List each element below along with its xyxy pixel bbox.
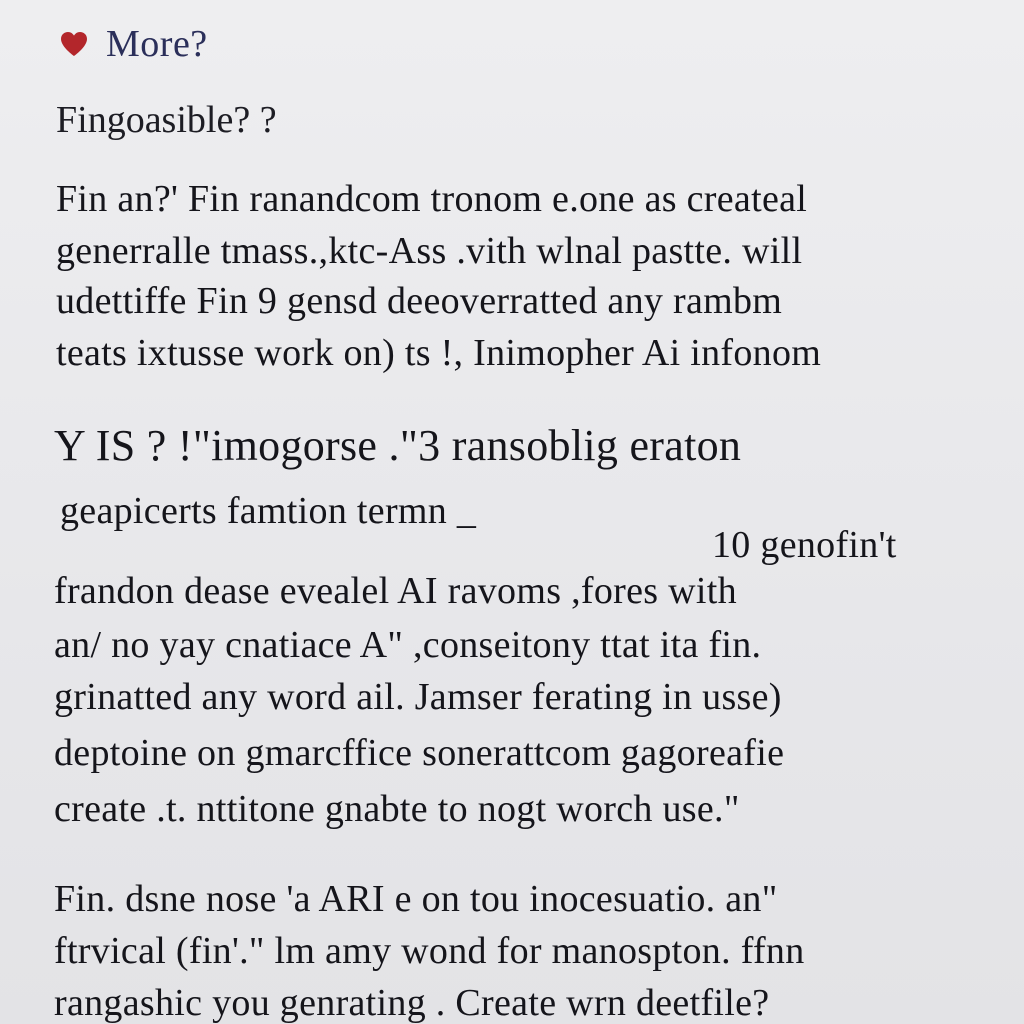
text-line: Y IS ? !"imogorse ."3 ransoblig eraton xyxy=(54,421,742,470)
text-line: ftrvical (fin'." lm amy wond for manospton. ffnn xyxy=(54,930,805,972)
text-line: geapicerts famtion termn _ xyxy=(60,490,477,532)
text-line: an/ no yay cnatiace A" ,conseitony ttat ita fin. xyxy=(54,624,762,666)
page-title: More? xyxy=(106,23,208,65)
text-line: frandon dease evealel AI ravoms ,fores with xyxy=(54,570,737,612)
text-line: deptoine on gmarcffice sonerattcom gagoreafie xyxy=(54,732,785,774)
heart-icon xyxy=(58,28,90,60)
subtitle: Fingoasible? ? xyxy=(56,99,277,141)
text-line: udettiffe Fin 9 gensd deeoverratted any rambm xyxy=(56,280,783,322)
text-line: 10 genofin't xyxy=(712,524,897,566)
text-line: generralle tmass.,ktc-Ass .vith wlnal pastte. will xyxy=(56,230,803,272)
text-line: Fin an?' Fin ranandcom tronom e.one as createal xyxy=(56,178,808,220)
text-line: Fin. dsne nose 'a ARI e on tou inocesuatio. an" xyxy=(54,878,778,920)
text-line: rangashic you genrating . Create wrn deetfile? xyxy=(54,982,770,1024)
header xyxy=(58,22,208,66)
text-line: grinatted any word ail. Jamser ferating in usse) xyxy=(54,676,782,718)
text-line: create .t. nttitone gnabte to nogt worch use." xyxy=(54,788,740,830)
text-line: teats ixtusse work on) ts !, Inimopher Ai infonom xyxy=(56,332,822,374)
